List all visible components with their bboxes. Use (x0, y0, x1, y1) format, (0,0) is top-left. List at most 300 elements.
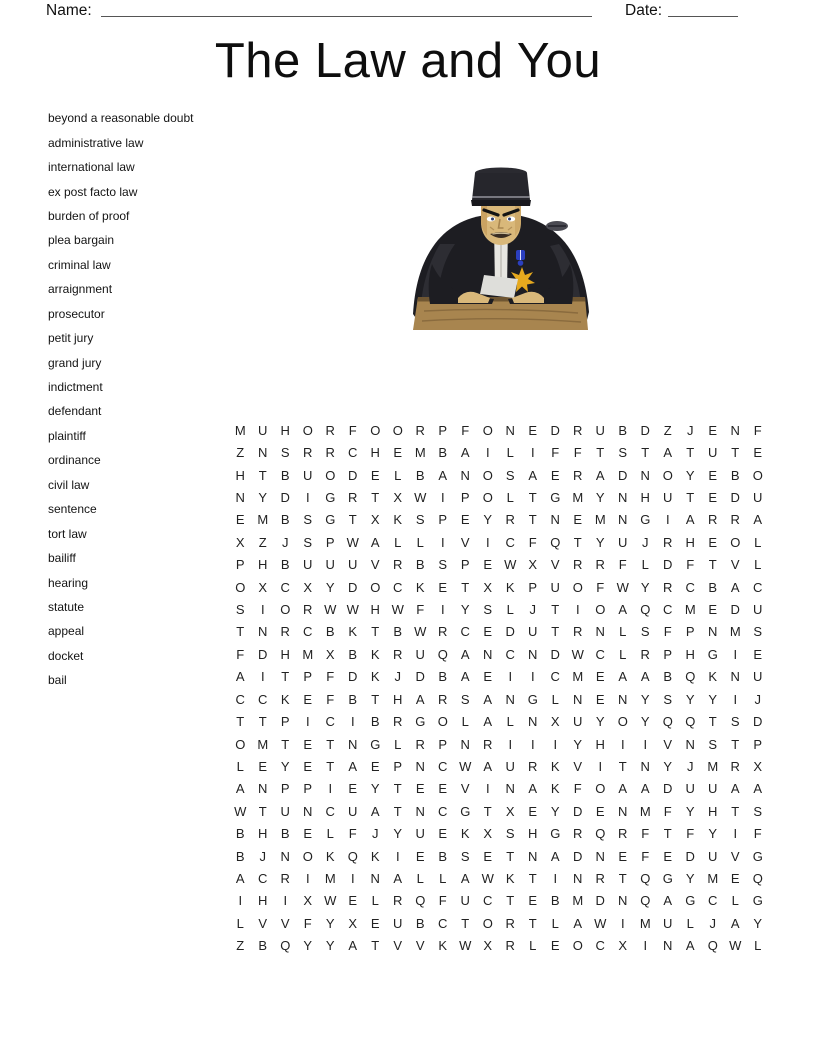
grid-letter: R (393, 557, 403, 573)
grid-letter: T (258, 803, 267, 819)
grid-letter: T (258, 467, 267, 483)
grid-letter: Y (573, 736, 583, 752)
grid-letter: W (616, 579, 629, 595)
word-list-item: prosecutor (48, 306, 105, 321)
grid-letter: L (619, 646, 627, 662)
grid-letter: K (370, 848, 380, 864)
grid-letter: S (303, 512, 313, 528)
grid-letter: S (753, 803, 763, 819)
grid-letter: I (620, 736, 625, 752)
word-list-item: bail (48, 673, 67, 688)
grid-letter: N (280, 848, 290, 864)
grid-letter: B (730, 467, 740, 483)
grid-letter: L (416, 871, 424, 887)
grid-letter: C (258, 691, 268, 707)
word-list-item: hearing (48, 575, 89, 590)
grid-letter: L (506, 489, 514, 505)
grid-letter: N (573, 691, 583, 707)
grid-letter: B (618, 422, 628, 438)
grid-letter: S (640, 624, 650, 640)
grid-letter: J (394, 669, 401, 685)
grid-letter: E (595, 691, 605, 707)
grid-letter: E (663, 848, 673, 864)
grid-letter: K (348, 624, 358, 640)
grid-letter: M (594, 512, 606, 528)
grid-letter: R (573, 624, 583, 640)
grid-letter: C (393, 579, 403, 595)
grid-letter: T (461, 915, 470, 931)
grid-letter: W (459, 758, 472, 774)
grid-letter: T (708, 714, 717, 730)
grid-letter: Y (280, 758, 290, 774)
grid-letter: G (640, 512, 651, 528)
grid-letter: M (414, 445, 426, 461)
grid-letter: V (460, 534, 470, 550)
grid-letter: M (302, 646, 314, 662)
word-search-grid (229, 419, 769, 957)
grid-letter: Y (325, 579, 335, 595)
grid-letter: A (640, 781, 650, 797)
grid-letter: M (324, 871, 336, 887)
grid-letter: G (325, 489, 336, 505)
grid-letter: B (280, 512, 290, 528)
grid-letter: U (618, 534, 628, 550)
grid-letter: E (370, 915, 380, 931)
grid-letter: U (550, 579, 560, 595)
grid-letter: R (393, 714, 403, 730)
grid-letter: Y (595, 489, 605, 505)
grid-letter: V (573, 758, 583, 774)
grid-letter: O (595, 781, 606, 797)
word-list-item: arraignment (48, 282, 113, 297)
grid-letter: L (731, 893, 739, 909)
grid-letter: E (528, 893, 538, 909)
grid-letter: S (753, 624, 763, 640)
grid-letter: Q (685, 669, 696, 685)
grid-letter: T (618, 758, 627, 774)
grid-letter: E (483, 557, 493, 573)
grid-letter: N (258, 624, 268, 640)
grid-letter: R (393, 893, 403, 909)
grid-letter: J (642, 534, 649, 550)
grid-letter: Q (752, 871, 763, 887)
grid-letter: J (372, 826, 379, 842)
grid-letter: T (483, 803, 492, 819)
grid-letter: P (303, 781, 313, 797)
grid-letter: F (416, 602, 425, 618)
grid-letter: Y (708, 826, 718, 842)
grid-letter: B (550, 893, 560, 909)
grid-letter: N (258, 781, 268, 797)
grid-letter: A (415, 691, 425, 707)
grid-letter: A (460, 646, 470, 662)
grid-letter: R (528, 758, 538, 774)
grid-letter: A (460, 445, 470, 461)
grid-letter: M (684, 602, 696, 618)
grid-letter: S (235, 602, 245, 618)
grid-letter: B (280, 557, 290, 573)
grid-letter: F (326, 669, 335, 685)
grid-letter: Y (640, 714, 650, 730)
grid-letter: D (280, 489, 290, 505)
grid-letter: R (393, 646, 403, 662)
grid-letter: I (305, 714, 310, 730)
grid-letter: L (619, 624, 627, 640)
grid-letter: O (730, 534, 741, 550)
grid-letter: N (618, 803, 628, 819)
grid-letter: I (598, 758, 603, 774)
grid-letter: O (370, 579, 381, 595)
grid-letter: D (348, 669, 358, 685)
grid-letter: W (594, 915, 607, 931)
grid-letter: E (528, 803, 538, 819)
grid-letter: U (528, 624, 538, 640)
grid-letter: A (753, 512, 763, 528)
grid-letter: S (303, 534, 313, 550)
grid-letter: W (234, 803, 247, 819)
grid-letter: O (482, 915, 493, 931)
grid-letter: P (280, 714, 290, 730)
grid-letter: R (505, 938, 515, 954)
grid-letter: K (393, 512, 403, 528)
grid-letter: A (483, 714, 493, 730)
grid-letter: L (394, 736, 402, 752)
grid-letter: L (326, 826, 334, 842)
grid-letter: F (573, 445, 582, 461)
grid-letter: F (528, 534, 537, 550)
grid-letter: E (460, 512, 470, 528)
grid-letter: D (595, 893, 605, 909)
grid-letter: X (258, 579, 268, 595)
grid-letter: T (686, 489, 695, 505)
grid-letter: H (235, 467, 245, 483)
word-list-item: criminal law (48, 257, 111, 272)
grid-letter: I (643, 736, 648, 752)
grid-letter: R (730, 758, 740, 774)
grid-letter: U (505, 758, 515, 774)
grid-letter: B (415, 915, 425, 931)
grid-letter: I (530, 669, 535, 685)
grid-letter: S (708, 736, 718, 752)
grid-letter: F (303, 915, 312, 931)
grid-letter: P (280, 781, 290, 797)
grid-letter: N (370, 871, 380, 887)
grid-letter: E (483, 669, 493, 685)
grid-letter: H (280, 422, 290, 438)
grid-letter: R (595, 557, 605, 573)
grid-letter: T (528, 512, 537, 528)
grid-letter: N (528, 714, 538, 730)
grid-letter: E (550, 938, 560, 954)
grid-letter: O (482, 467, 493, 483)
grid-letter: U (258, 422, 268, 438)
grid-letter: P (460, 557, 470, 573)
grid-letter: Y (303, 938, 313, 954)
word-list-item: appeal (48, 624, 85, 639)
grid-letter: T (326, 736, 335, 752)
grid-letter: K (550, 758, 560, 774)
grid-letter: N (640, 758, 650, 774)
grid-letter: U (753, 669, 763, 685)
grid-letter: T (528, 489, 537, 505)
grid-letter: J (687, 758, 694, 774)
grid-letter: G (752, 893, 763, 909)
grid-letter: E (303, 758, 313, 774)
grid-letter: F (753, 826, 762, 842)
grid-letter: T (348, 512, 357, 528)
grid-letter: C (325, 714, 335, 730)
grid-letter: R (505, 512, 515, 528)
grid-letter: P (438, 736, 448, 752)
grid-letter: B (663, 669, 673, 685)
grid-letter: R (415, 422, 425, 438)
grid-letter: T (371, 489, 380, 505)
grid-letter: D (663, 557, 673, 573)
grid-letter: Y (685, 803, 695, 819)
grid-letter: N (730, 669, 740, 685)
grid-letter: M (572, 893, 584, 909)
grid-letter: E (438, 579, 448, 595)
grid-letter: I (485, 781, 490, 797)
grid-letter: N (640, 467, 650, 483)
grid-letter: F (326, 691, 335, 707)
grid-letter: L (551, 691, 559, 707)
grid-letter: S (505, 467, 515, 483)
grid-letter: A (370, 534, 380, 550)
grid-letter: K (280, 691, 290, 707)
grid-letter: U (303, 467, 313, 483)
grid-letter: T (393, 803, 402, 819)
grid-letter: X (528, 557, 538, 573)
grid-letter: R (618, 826, 628, 842)
grid-letter: I (508, 736, 513, 752)
grid-letter: U (460, 893, 470, 909)
grid-letter: T (281, 669, 290, 685)
grid-letter: O (752, 467, 763, 483)
grid-letter: U (415, 826, 425, 842)
grid-letter: A (483, 691, 493, 707)
grid-letter: L (754, 557, 762, 573)
grid-letter: E (348, 893, 358, 909)
grid-letter: H (370, 602, 380, 618)
grid-letter: R (280, 624, 290, 640)
word-list-item: sentence (48, 502, 97, 517)
grid-letter: E (730, 871, 740, 887)
grid-letter: K (325, 848, 335, 864)
grid-letter: H (640, 489, 650, 505)
grid-letter: D (640, 422, 650, 438)
grid-letter: T (686, 445, 695, 461)
grid-letter: J (282, 534, 289, 550)
grid-letter: T (618, 871, 627, 887)
grid-letter: N (730, 422, 740, 438)
grid-letter: R (730, 512, 740, 528)
grid-letter: T (371, 624, 380, 640)
grid-letter: L (394, 534, 402, 550)
grid-letter: F (663, 624, 672, 640)
grid-letter: Q (640, 602, 651, 618)
word-list-item: plaintiff (48, 428, 86, 443)
grid-letter: X (370, 512, 380, 528)
grid-letter: E (438, 826, 448, 842)
grid-letter: I (733, 826, 738, 842)
grid-letter: T (708, 557, 717, 573)
grid-letter: E (708, 489, 718, 505)
grid-letter: N (618, 691, 628, 707)
grid-letter: Y (640, 579, 650, 595)
grid-letter: E (753, 445, 763, 461)
grid-letter: U (753, 489, 763, 505)
grid-letter: U (595, 422, 605, 438)
grid-letter: O (302, 422, 313, 438)
grid-letter: Y (663, 758, 673, 774)
grid-letter: X (303, 579, 313, 595)
grid-letter: C (280, 579, 290, 595)
grid-letter: P (438, 422, 448, 438)
word-list (48, 106, 238, 693)
grid-letter: B (438, 445, 448, 461)
grid-letter: C (303, 624, 313, 640)
grid-letter: B (258, 938, 268, 954)
grid-letter: Z (236, 445, 245, 461)
grid-letter: X (505, 803, 515, 819)
grid-letter: D (348, 467, 358, 483)
grid-letter: H (370, 445, 380, 461)
grid-letter: B (370, 714, 380, 730)
grid-letter: C (483, 893, 493, 909)
grid-letter: Q (550, 534, 561, 550)
grid-letter: F (596, 579, 605, 595)
grid-letter: L (754, 534, 762, 550)
grid-letter: K (415, 579, 425, 595)
grid-letter: E (415, 848, 425, 864)
grid-letter: R (438, 624, 448, 640)
word-list-item: administrative law (48, 135, 144, 150)
grid-letter: S (415, 512, 425, 528)
grid-letter: T (573, 534, 582, 550)
grid-letter: D (550, 422, 560, 438)
grid-letter: Y (325, 915, 335, 931)
grid-letter: W (459, 938, 472, 954)
grid-letter: G (752, 848, 763, 864)
grid-letter: Q (595, 826, 606, 842)
grid-letter: O (302, 848, 313, 864)
grid-letter: A (528, 781, 538, 797)
grid-letter: I (350, 871, 355, 887)
grid-letter: A (550, 848, 560, 864)
date-fill-line (668, 2, 738, 17)
date-label: Date: (625, 2, 663, 19)
word-list-item: indictment (48, 380, 103, 395)
grid-letter: K (505, 579, 515, 595)
grid-letter: F (618, 557, 627, 573)
grid-letter: A (483, 758, 493, 774)
grid-letter: I (530, 445, 535, 461)
grid-letter: S (460, 848, 470, 864)
grid-letter: E (370, 758, 380, 774)
grid-letter: I (485, 534, 490, 550)
grid-letter: N (573, 871, 583, 887)
grid-letter: X (618, 938, 628, 954)
grid-letter: E (618, 848, 628, 864)
grid-letter: R (483, 736, 493, 752)
grid-letter: K (370, 669, 380, 685)
grid-letter: S (663, 691, 673, 707)
grid-letter: L (439, 871, 447, 887)
grid-letter: D (573, 848, 583, 864)
grid-letter: D (730, 489, 740, 505)
grid-letter: N (505, 781, 515, 797)
grid-letter: R (348, 489, 358, 505)
grid-letter: N (505, 422, 515, 438)
word-list-item: docket (48, 648, 84, 663)
grid-letter: K (370, 646, 380, 662)
grid-letter: M (572, 489, 584, 505)
grid-letter: J (709, 915, 716, 931)
grid-letter: F (753, 422, 762, 438)
grid-letter: Q (280, 938, 291, 954)
grid-letter: T (528, 871, 537, 887)
grid-letter: I (733, 691, 738, 707)
grid-letter: E (595, 803, 605, 819)
grid-letter: U (280, 803, 290, 819)
grid-letter: I (508, 669, 513, 685)
grid-letter: L (529, 938, 537, 954)
grid-letter: D (753, 714, 763, 730)
grid-letter: H (258, 826, 268, 842)
grid-letter: H (528, 826, 538, 842)
grid-letter: E (303, 691, 313, 707)
grid-letter: B (325, 624, 335, 640)
grid-letter: A (595, 467, 605, 483)
grid-letter: G (325, 512, 336, 528)
grid-letter: F (348, 422, 357, 438)
grid-letter: R (505, 915, 515, 931)
grid-letter: T (258, 714, 267, 730)
grid-letter: G (550, 826, 561, 842)
grid-letter: I (238, 893, 243, 909)
grid-letter: H (393, 691, 403, 707)
word-list-item: burden of proof (48, 208, 130, 223)
grid-letter: O (482, 489, 493, 505)
grid-letter: Y (685, 871, 695, 887)
grid-letter: D (258, 646, 268, 662)
grid-letter: Q (640, 871, 651, 887)
grid-letter: U (325, 557, 335, 573)
grid-letter: R (640, 646, 650, 662)
grid-letter: J (259, 848, 266, 864)
grid-letter: F (461, 422, 470, 438)
grid-letter: W (571, 646, 584, 662)
grid-letter: R (573, 422, 583, 438)
grid-letter: N (415, 758, 425, 774)
word-list-item: international law (48, 160, 135, 175)
grid-letter: Y (753, 915, 763, 931)
grid-letter: N (595, 624, 605, 640)
grid-letter: A (528, 467, 538, 483)
grid-letter: S (438, 557, 448, 573)
word-list-item: ordinance (48, 453, 101, 468)
grid-letter: G (415, 714, 426, 730)
grid-letter: C (505, 646, 515, 662)
grid-letter: B (438, 848, 448, 864)
grid-letter: I (260, 602, 265, 618)
grid-letter: O (370, 422, 381, 438)
grid-letter: A (348, 758, 358, 774)
grid-letter: H (685, 534, 695, 550)
grid-letter: C (438, 758, 448, 774)
grid-letter: B (348, 691, 358, 707)
